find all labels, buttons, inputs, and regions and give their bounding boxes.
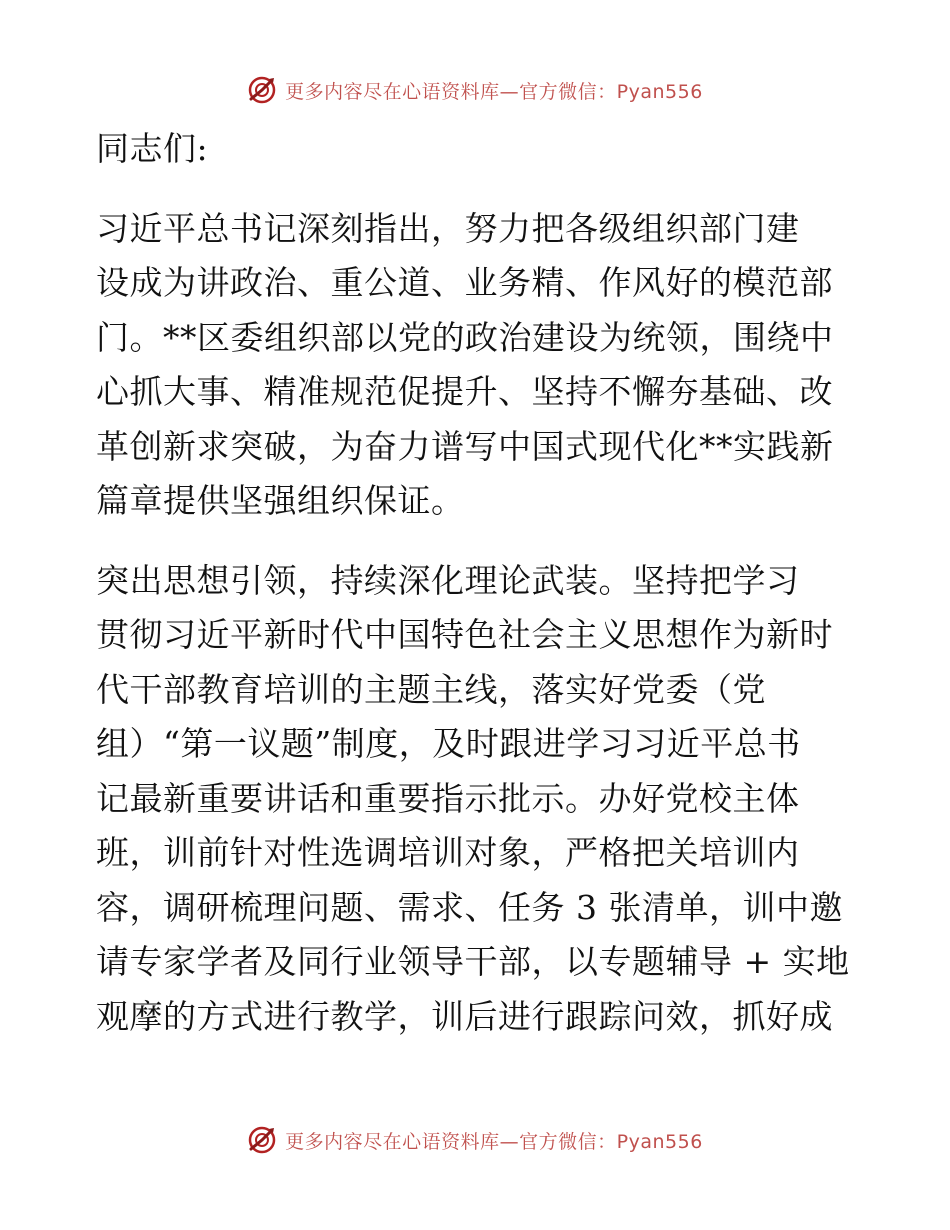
text-line: 篇章提供坚强组织保证。	[96, 481, 465, 520]
greeting: 同志们:	[96, 129, 209, 168]
text-line: 观摩的方式进行教学，训后进行跟踪问效，抓好成	[96, 996, 833, 1036]
text-line: 门。**区委组织部以党的政治建设为统领，围绕中	[96, 317, 834, 357]
logo-icon	[247, 75, 277, 105]
header-banner-text: 更多内容尽在心语资料库—官方微信：Pyan556	[285, 80, 703, 103]
text-line: 突出思想引领，持续深化理论武装。坚持把学习	[96, 560, 800, 600]
text-line: 设成为讲政治、重公道、业务精、作风好的模范部	[96, 263, 833, 302]
text-line: 革创新求突破，为奋力谱写中国式现代化**实践新	[96, 426, 834, 466]
footer-watermark-banner	[0, 1120, 950, 1160]
text-line: 心抓大事、精准规范促提升、坚持不懈夯基础、改	[96, 372, 833, 411]
text-line: 班，训前针对性选调培训对象，严格把关培训内	[96, 833, 800, 872]
paragraph-2	[96, 554, 856, 1045]
logo-icon	[247, 1125, 277, 1155]
document-body	[96, 122, 856, 1044]
text-line: 代干部教育培训的主题主线，落实好党委（党	[96, 669, 766, 709]
text-line: 习近平总书记深刻指出，努力把各级组织部门建	[96, 208, 800, 248]
header-watermark-banner	[0, 70, 950, 110]
text-line: 容，调研梳理问题、需求、任务 3 张清单，训中邀	[96, 887, 843, 927]
text-line: 贯彻习近平新时代中国特色社会主义思想作为新时	[96, 615, 833, 654]
text-line: 组）“第一议题”制度，及时跟进学习习近平总书	[96, 724, 801, 763]
text-line: 请专家学者及同行业领导干部，以专题辅导 + 实地	[96, 942, 850, 981]
text-line: 记最新重要讲话和重要指示批示。办好党校主体	[96, 778, 800, 818]
footer-banner-text: 更多内容尽在心语资料库—官方微信：Pyan556	[285, 1130, 703, 1153]
paragraph-1	[96, 202, 856, 529]
